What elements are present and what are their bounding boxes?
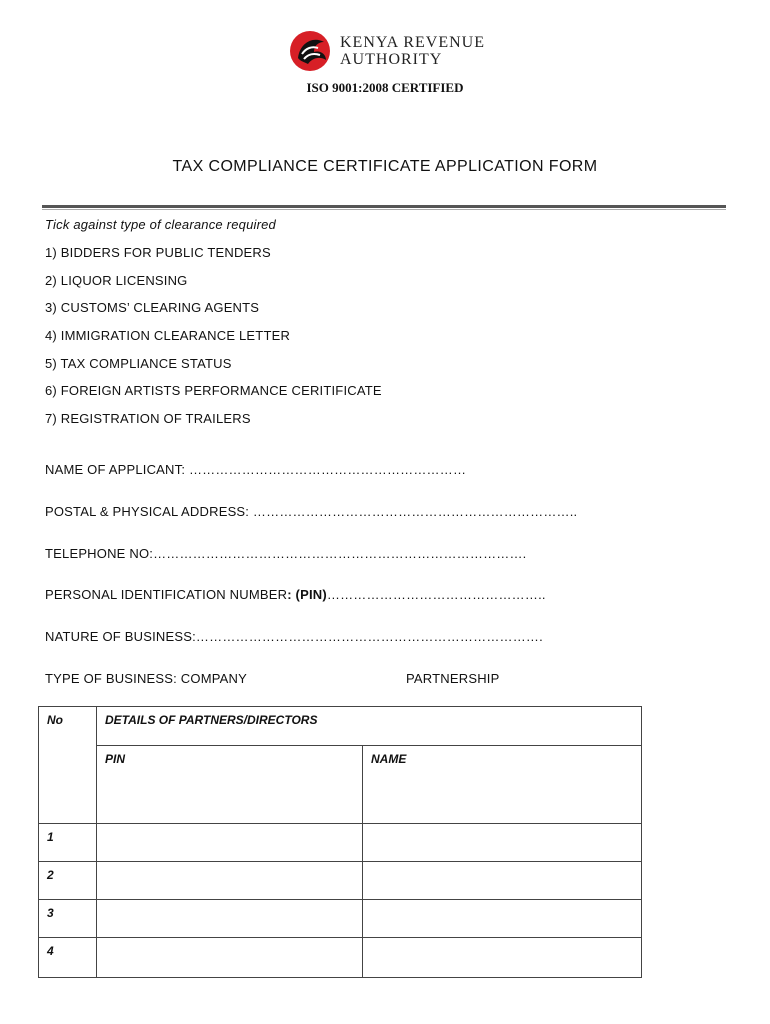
table-header-no bbox=[38, 706, 97, 824]
clearance-option-6[interactable]: 6) FOREIGN ARTISTS PERFORMANCE CERITIFICATE bbox=[45, 383, 382, 398]
table-header-no-label: No bbox=[47, 713, 63, 727]
pin-field[interactable] bbox=[45, 587, 546, 602]
table-row-no bbox=[38, 937, 97, 978]
clearance-option-2[interactable]: 2) LIQUOR LICENSING bbox=[45, 273, 188, 288]
row-number: 2 bbox=[47, 868, 54, 882]
business-type-partnership[interactable]: PARTNERSHIP bbox=[406, 671, 500, 686]
business-type-company[interactable]: TYPE OF BUSINESS: COMPANY bbox=[45, 671, 247, 686]
table-cell-name[interactable] bbox=[362, 861, 642, 900]
form-title: TAX COMPLIANCE CERTIFICATE APPLICATION FORM bbox=[172, 158, 598, 175]
title-divider bbox=[42, 205, 726, 208]
table-header-pin-label: PIN bbox=[105, 752, 126, 766]
row-number: 4 bbox=[47, 944, 54, 958]
pin-label: PERSONAL IDENTIFICATION NUMBER bbox=[45, 587, 288, 602]
table-header-pin bbox=[96, 745, 363, 824]
table-row-no bbox=[38, 861, 97, 900]
table-cell-name[interactable] bbox=[362, 937, 642, 978]
row-number: 3 bbox=[47, 906, 54, 920]
table-cell-pin[interactable] bbox=[96, 823, 363, 862]
clearance-prompt: Tick against type of clearance required bbox=[45, 217, 276, 232]
pin-dots: ………………………………………….. bbox=[326, 587, 546, 602]
kra-logo bbox=[288, 28, 508, 78]
org-name-line2: AUTHORITY bbox=[340, 51, 443, 68]
table-header-name-label: NAME bbox=[371, 752, 407, 766]
clearance-option-5[interactable]: 5) TAX COMPLIANCE STATUS bbox=[45, 356, 232, 371]
nature-of-business-field[interactable]: NATURE OF BUSINESS:……………………………………………………………………. bbox=[45, 629, 543, 644]
pin-suffix: : (PIN) bbox=[287, 587, 327, 602]
table-row-no bbox=[38, 899, 97, 938]
telephone-field[interactable]: TELEPHONE NO:…………………………………………………………………………. bbox=[45, 546, 527, 561]
applicant-name-field[interactable]: NAME OF APPLICANT: ……………………………………………………… bbox=[45, 462, 467, 477]
org-name bbox=[340, 34, 485, 68]
title-divider-shadow bbox=[42, 209, 726, 210]
clearance-option-1[interactable]: 1) BIDDERS FOR PUBLIC TENDERS bbox=[45, 245, 271, 260]
iso-certification: ISO 9001:2008 CERTIFIED bbox=[306, 80, 464, 95]
address-field[interactable]: POSTAL & PHYSICAL ADDRESS: ……………………………………………………………….. bbox=[45, 504, 578, 519]
row-number: 1 bbox=[47, 830, 54, 844]
lion-emblem-icon bbox=[288, 28, 336, 74]
table-row-no bbox=[38, 823, 97, 862]
table-header-details-label: DETAILS OF PARTNERS/DIRECTORS bbox=[105, 713, 318, 727]
clearance-option-7[interactable]: 7) REGISTRATION OF TRAILERS bbox=[45, 411, 251, 426]
clearance-option-4[interactable]: 4) IMMIGRATION CLEARANCE LETTER bbox=[45, 328, 291, 343]
table-cell-name[interactable] bbox=[362, 899, 642, 938]
table-cell-pin[interactable] bbox=[96, 899, 363, 938]
table-header-name bbox=[362, 745, 642, 824]
table-cell-pin[interactable] bbox=[96, 861, 363, 900]
org-name-line1: KENYA REVENUE bbox=[340, 34, 485, 51]
table-header-details bbox=[96, 706, 642, 746]
table-cell-pin[interactable] bbox=[96, 937, 363, 978]
clearance-option-3[interactable]: 3) CUSTOMS’ CLEARING AGENTS bbox=[45, 300, 260, 315]
table-cell-name[interactable] bbox=[362, 823, 642, 862]
